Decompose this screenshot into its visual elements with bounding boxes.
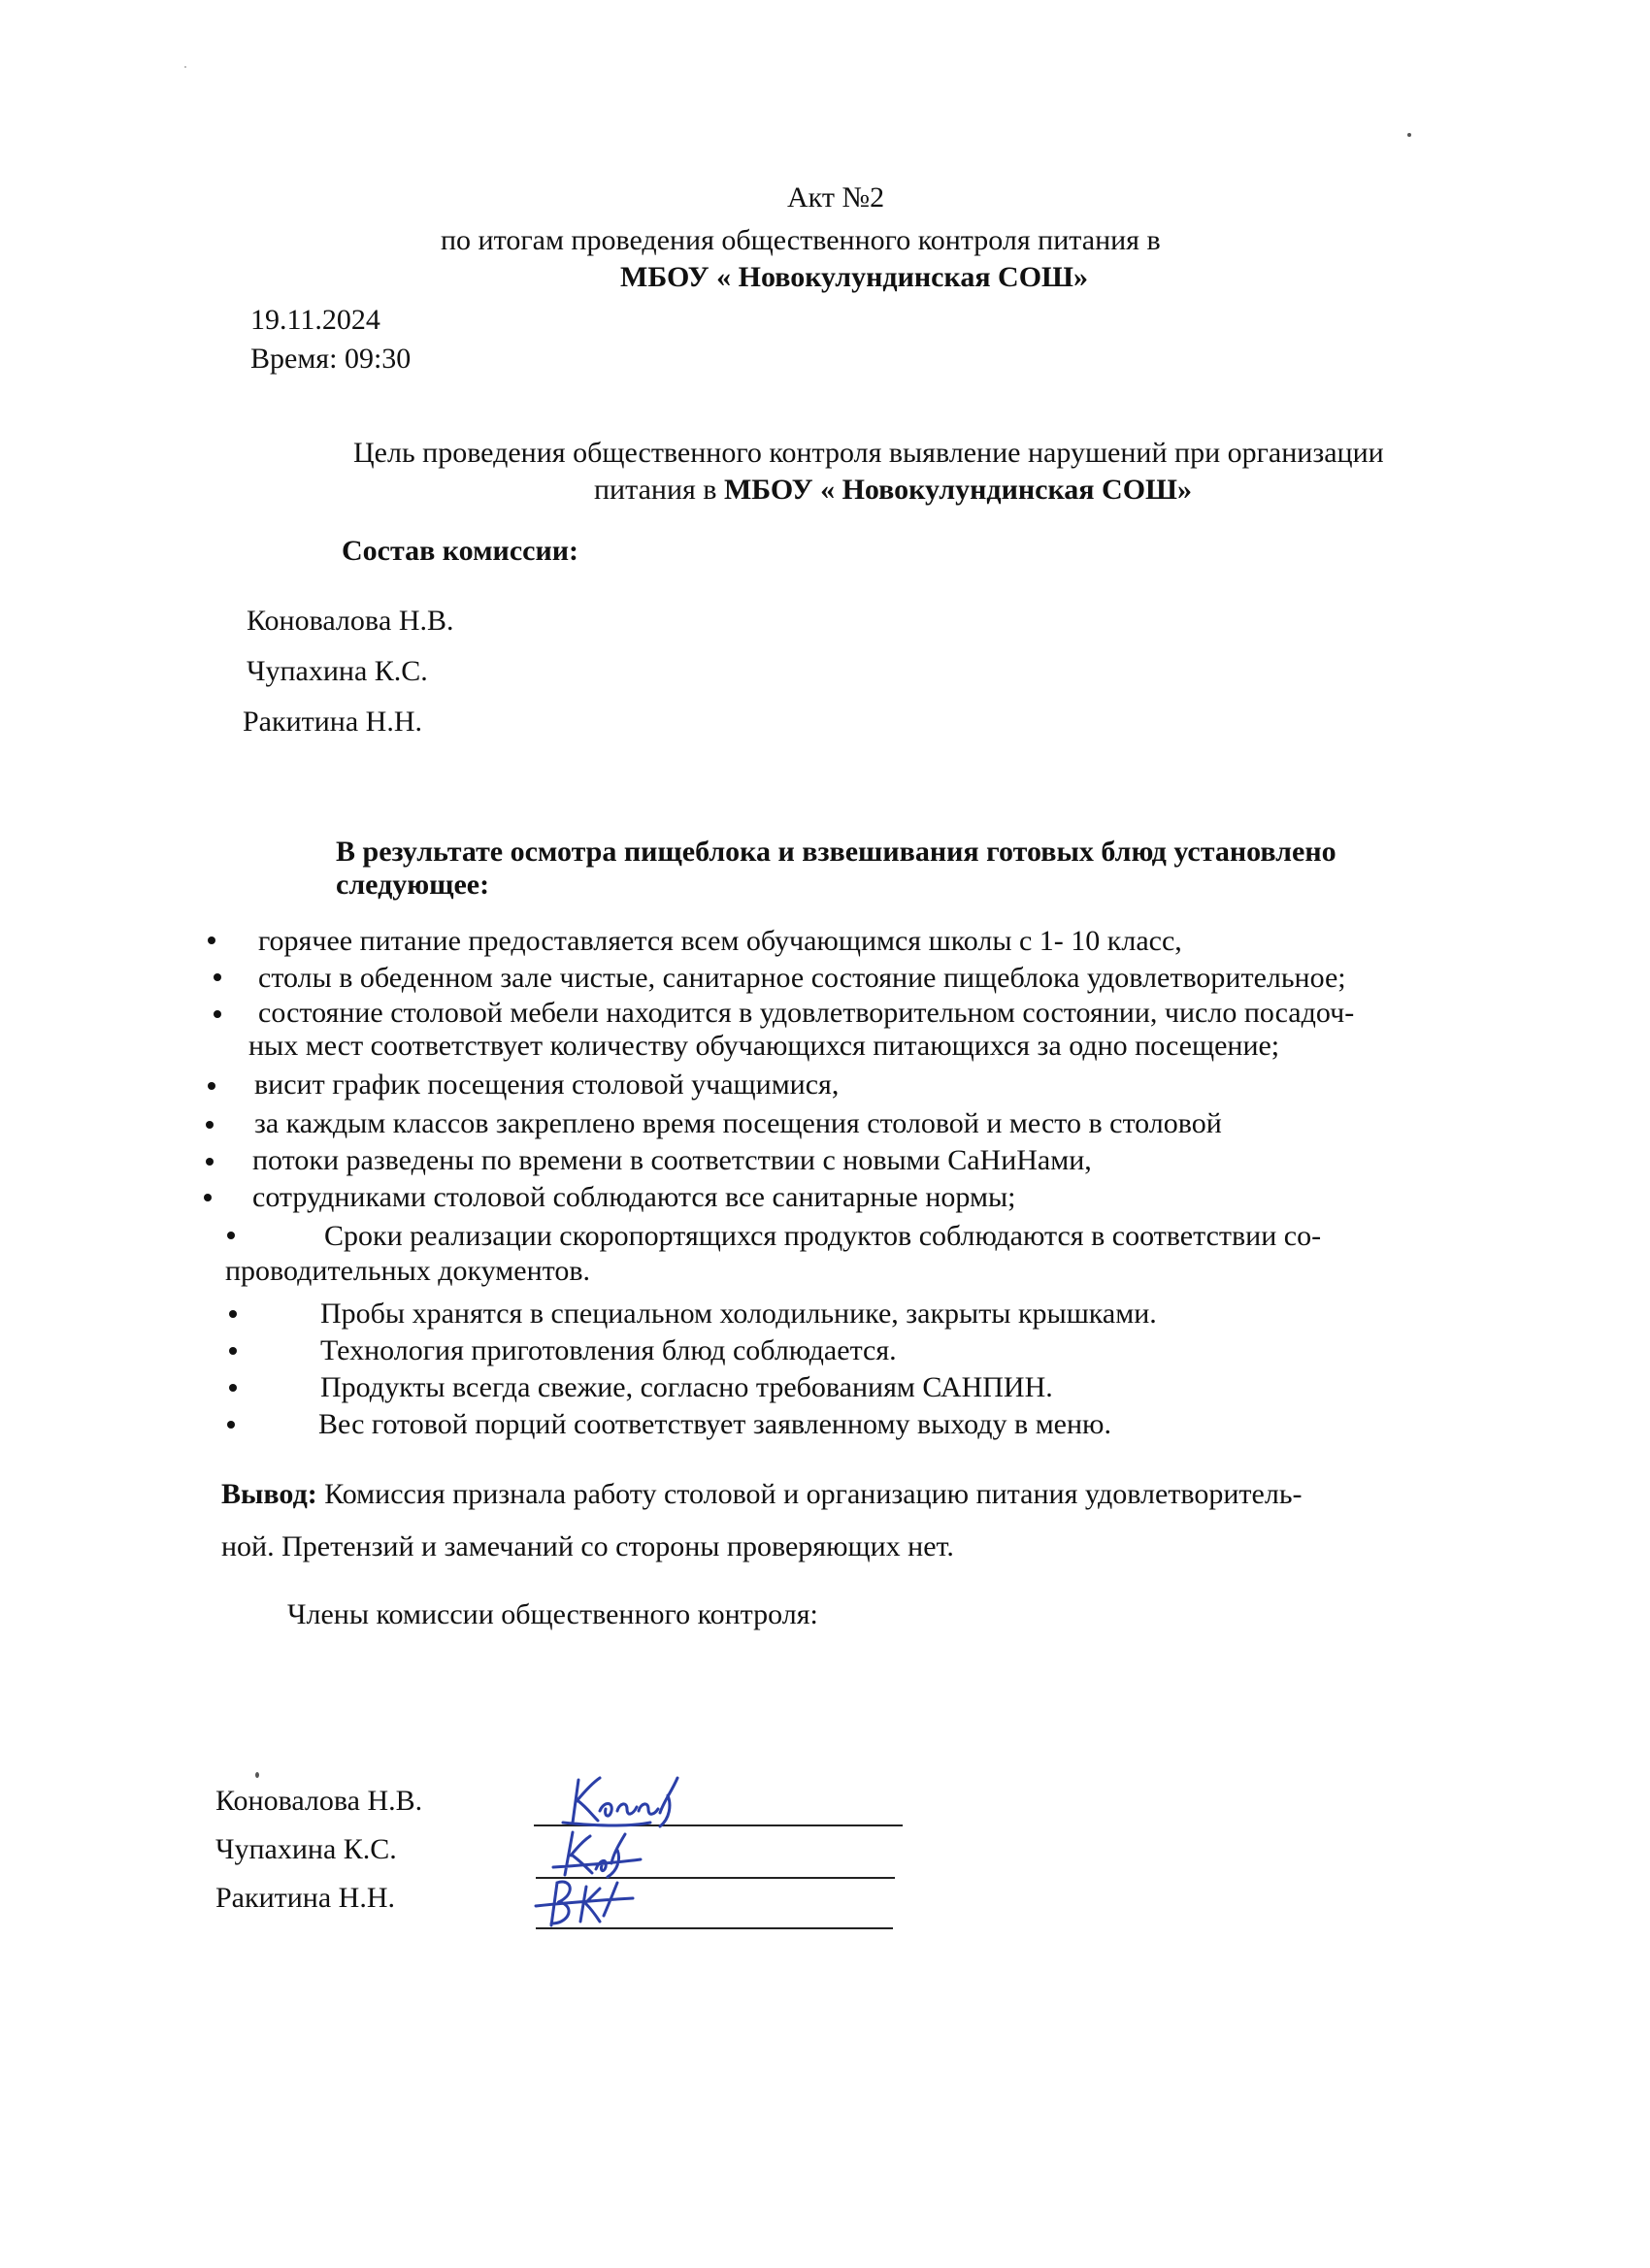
- handwritten-signature: [544, 1772, 709, 1830]
- finding-item: потоки разведены по времени в соответствии с новыми СаНиНами,: [252, 1144, 1092, 1176]
- finding-item: горячее питание предоставляется всем обучающимся школы с 1- 10 класс,: [258, 925, 1182, 957]
- finding-item: за каждым классов закреплено время посещения столовой и место в столовой: [254, 1107, 1222, 1139]
- bullet: [229, 1384, 237, 1392]
- goal-line-1: Цель проведения общественного контроля выявление нарушений при организации: [353, 437, 1384, 469]
- finding-item: столы в обеденном зале чистые, санитарное состояние пищеблока удовлетворительное;: [258, 962, 1346, 994]
- act-date: 19.11.2024: [250, 304, 380, 336]
- goal-line-2-prefix: питания в: [594, 474, 724, 506]
- bullet: [208, 1082, 215, 1090]
- finding-item: Пробы хранятся в специальном холодильнике, закрыты крышками.: [320, 1298, 1157, 1330]
- bullet: [214, 973, 221, 981]
- conclusion-label: Вывод:: [221, 1478, 317, 1510]
- commission-member: Чупахина К.С.: [247, 655, 428, 687]
- conclusion-line-2: ной. Претензий и замечаний со стороны проверяющих нет.: [221, 1530, 954, 1562]
- conclusion-line-1: [221, 1477, 1303, 1512]
- finding-item: Сроки реализации скоропортящихся продуктов соблюдаются в соответствии со-: [324, 1220, 1322, 1252]
- scan-speck: [255, 1772, 259, 1778]
- bullet: [214, 1010, 221, 1018]
- finding-item: состояние столовой мебели находится в удовлетворительном состоянии, число посадоч-: [258, 997, 1355, 1029]
- finding-item: Продукты всегда свежие, согласно требованиям САНПИН.: [320, 1371, 1053, 1403]
- signatory-name: Ракитина Н.Н.: [215, 1882, 395, 1914]
- handwritten-signature: [532, 1873, 639, 1931]
- bullet: [229, 1347, 237, 1355]
- bullet: [208, 937, 215, 944]
- finding-item: висит график посещения столовой учащимися,: [254, 1068, 840, 1101]
- bullet: [206, 1121, 214, 1129]
- bullet: [204, 1194, 212, 1201]
- conclusion-text: Комиссия признала работу столовой и организацию питания удовлетворитель-: [316, 1478, 1303, 1510]
- act-subtitle: по итогам проведения общественного контроля питания в: [441, 224, 1161, 256]
- act-time: Время: 09:30: [250, 343, 412, 375]
- commission-member: Ракитина Н.Н.: [243, 706, 422, 738]
- finding-item-continuation: проводительных документов.: [225, 1255, 591, 1287]
- finding-item: Технология приготовления блюд соблюдается.: [320, 1334, 897, 1366]
- finding-item: Вес готовой порций соответствует заявленному выходу в меню.: [318, 1408, 1111, 1440]
- scan-speck: [184, 66, 186, 68]
- finding-item: сотрудниками столовой соблюдаются все санитарные нормы;: [252, 1181, 1016, 1213]
- act-title: Акт №2: [787, 181, 885, 214]
- results-heading-line-1: В результате осмотра пищеблока и взвешивания готовых блюд установлено: [336, 836, 1336, 868]
- finding-item-continuation: ных мест соответствует количеству обучающихся питающихся за одно посещение;: [248, 1030, 1280, 1062]
- school-name: МБОУ « Новокулундинская СОШ»: [620, 261, 1088, 293]
- bullet: [227, 1421, 235, 1429]
- commission-member: Коноваловa Н.В.: [247, 605, 454, 637]
- commission-heading: Состав комиссии:: [342, 535, 579, 567]
- bullet: [229, 1310, 237, 1318]
- results-heading-line-2: следующее:: [336, 869, 490, 901]
- bullet: [227, 1232, 235, 1239]
- goal-school-name: МБОУ « Новокулундинская СОШ»: [723, 474, 1192, 506]
- signatory-name: Чупахина К.С.: [215, 1833, 397, 1865]
- signatory-name: Коновалова Н.В.: [215, 1785, 423, 1817]
- scan-speck: [1407, 133, 1411, 137]
- goal-line-2: [594, 473, 1192, 508]
- signatures-heading: Члены комиссии общественного контроля:: [287, 1598, 818, 1630]
- bullet: [206, 1158, 214, 1166]
